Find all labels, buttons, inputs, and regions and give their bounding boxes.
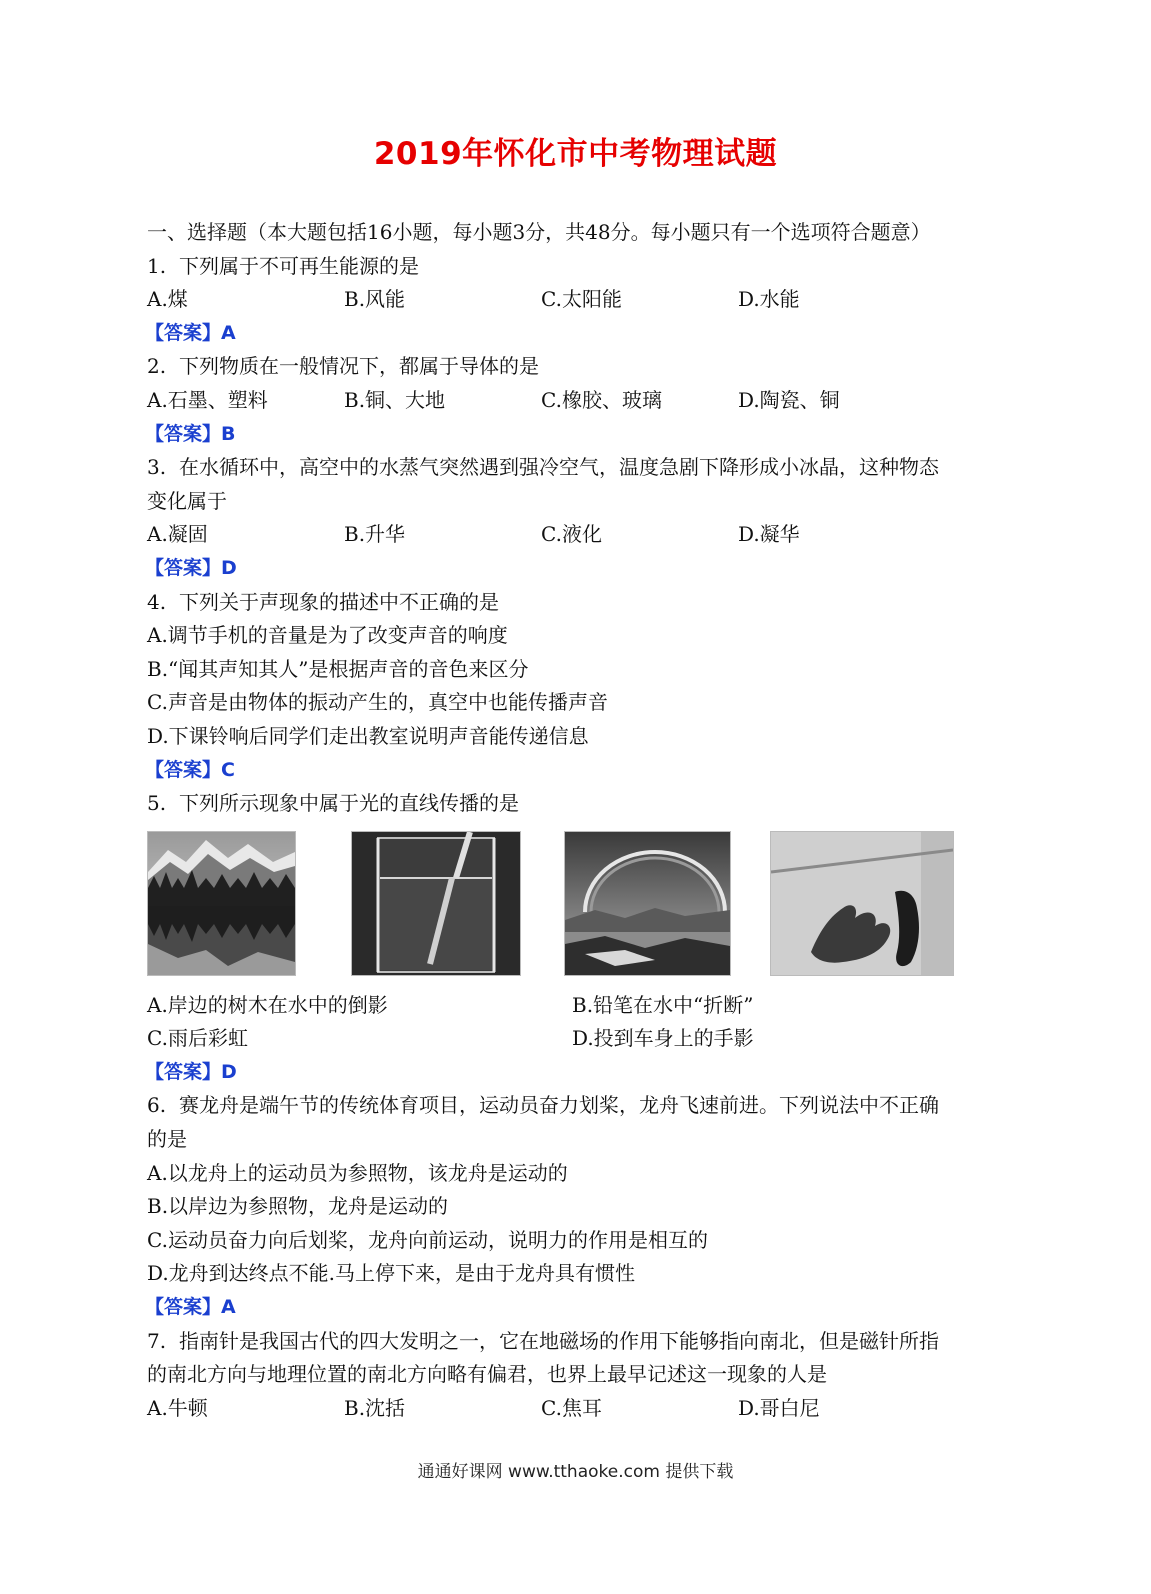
- option-d: D.龙舟到达终点不能.马上停下来，是由于龙舟具有惯性: [147, 1261, 636, 1286]
- question-list: [147, 216, 997, 1425]
- question-3-stem-cont: 变化属于: [147, 488, 227, 513]
- question-5-images: [147, 827, 997, 985]
- option-a: A.牛顿: [147, 1395, 208, 1420]
- option-c: C.运动员奋力向后划桨，龙舟向前运动，说明力的作用是相互的: [147, 1227, 708, 1252]
- question-7-stem: 7. 指南针是我国古代的四大发明之一，它在地磁场的作用下能够指向南北，但是磁针所指: [147, 1328, 939, 1353]
- option-b: B.沈括: [344, 1395, 406, 1420]
- option-b: B.铜、大地: [344, 387, 446, 412]
- option-d: D.水能: [738, 287, 800, 312]
- option-a: A.煤: [147, 287, 188, 312]
- question-2-options: [147, 384, 997, 418]
- pencil-in-water-photo: [351, 831, 521, 976]
- option-a: A.岸边的树木在水中的倒影: [147, 992, 388, 1017]
- question-6-answer: 【答案】A: [145, 1296, 236, 1319]
- question-1-stem: 1. 下列属于不可再生能源的是: [147, 253, 419, 278]
- option-b: B.以岸边为参照物，龙舟是运动的: [147, 1194, 449, 1219]
- question-7-options: [147, 1392, 997, 1426]
- question-3-answer: 【答案】D: [145, 556, 237, 579]
- option-c: C.声音是由物体的振动产生的，真空中也能传播声音: [147, 690, 608, 715]
- page-title: 2019年怀化市中考物理试题: [373, 136, 778, 172]
- option-b: B.铅笔在水中“折断”: [572, 992, 754, 1017]
- option-d: D.投到车身上的手影: [572, 1026, 754, 1051]
- option-b: B.“闻其声知其人”是根据声音的音色来区分: [147, 656, 529, 681]
- question-5-stem: 5. 下列所示现象中属于光的直线传播的是: [147, 791, 519, 816]
- question-5-answer: 【答案】D: [145, 1060, 237, 1083]
- question-4-answer: 【答案】C: [145, 758, 235, 781]
- option-d: D.陶瓷、铜: [738, 387, 840, 412]
- question-4-stem: 4. 下列关于声现象的描述中不正确的是: [147, 589, 499, 614]
- rainbow-photo: [564, 831, 731, 976]
- option-a: A.以龙舟上的运动员为参照物，该龙舟是运动的: [147, 1160, 568, 1185]
- option-a: A.凝固: [147, 522, 208, 547]
- option-d: D.凝华: [738, 522, 800, 547]
- option-c: C.橡胶、玻璃: [541, 387, 662, 412]
- question-5-options-row1: [147, 989, 997, 1023]
- page-footer: 通通好课网 www.tthaoke.com 提供下载: [417, 1462, 734, 1482]
- question-5-options-row2: [147, 1022, 997, 1056]
- question-2-stem: 2. 下列物质在一般情况下，都属于导体的是: [147, 354, 539, 379]
- question-3-stem: 3. 在水循环中，高空中的水蒸气突然遇到强冷空气，温度急剧下降形成小冰晶，这种物态: [147, 455, 939, 480]
- option-c: C.焦耳: [541, 1395, 602, 1420]
- question-1-answer: 【答案】A: [145, 321, 236, 344]
- section-heading: 一、选择题（本大题包括16小题，每小题3分，共48分。每小题只有一个选项符合题意）: [147, 220, 931, 244]
- option-a: A.石墨、塑料: [147, 387, 268, 412]
- question-2-answer: 【答案】B: [145, 422, 236, 445]
- option-c: C.雨后彩虹: [147, 1026, 248, 1051]
- option-a: A.调节手机的音量是为了改变声音的响度: [147, 623, 508, 648]
- option-c: C.液化: [541, 522, 602, 547]
- option-b: B.升华: [344, 522, 406, 547]
- option-c: C.太阳能: [541, 287, 622, 312]
- hand-shadow-photo: [770, 831, 954, 976]
- question-6-stem: 6. 赛龙舟是端午节的传统体育项目，运动员奋力划桨，龙舟飞速前进。下列说法中不正确: [147, 1093, 939, 1118]
- question-3-options: [147, 518, 997, 552]
- question-1-options: [147, 283, 997, 317]
- option-d: D.哥白尼: [738, 1395, 820, 1420]
- lake-reflection-photo: [147, 831, 296, 976]
- question-6-stem-cont: 的是: [147, 1127, 187, 1152]
- option-d: D.下课铃响后同学们走出教室说明声音能传递信息: [147, 723, 589, 748]
- option-b: B.风能: [344, 287, 406, 312]
- question-7-stem-cont: 的南北方向与地理位置的南北方向略有偏君，也界上最早记述这一现象的人是: [147, 1362, 827, 1387]
